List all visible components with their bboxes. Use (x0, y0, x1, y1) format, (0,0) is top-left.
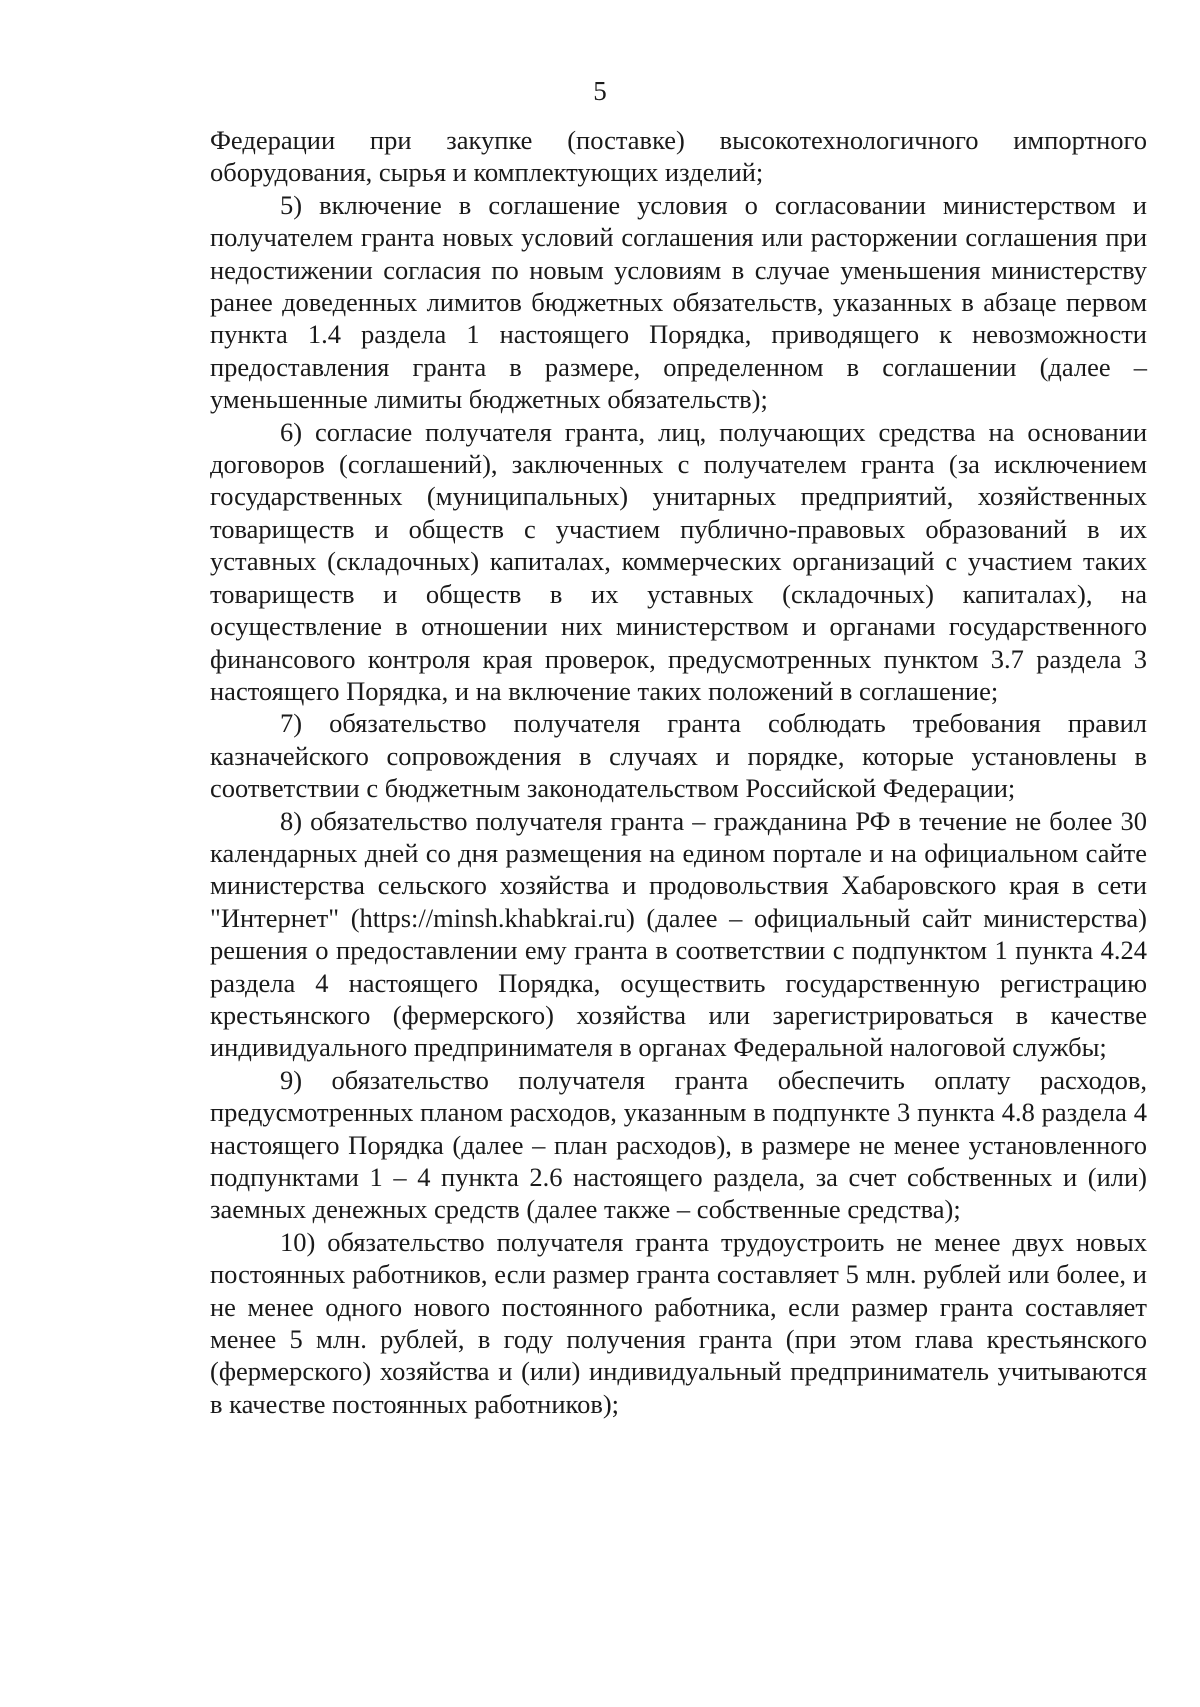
paragraph-item-6: 6) согласие получателя гранта, лиц, получающих средства на основании договоров (соглашений), заключенных с получателем гранта (за исключением государственных (муниципальных) унитарных предприятий, хозяйственных товариществ и обществ с участием публично-правовых образований в их уставных (складочных) капиталах, коммерческих организаций с участием таких товариществ и обществ в их уставных (складочных) капиталах), на осуществление в отношении них министерством и органами государственного финансового контроля края проверок, предусмотренных пунктом 3.7 раздела 3 настоящего Порядка, и на включение таких положений в соглашение; (210, 416, 1147, 706)
paragraph-continuation: Федерации при закупке (поставке) высокотехнологичного импортного оборудования, сырья и комплектующих изделий; (210, 125, 1147, 188)
paragraph-item-7: 7) обязательство получателя гранта соблюдать требования правил казначейского сопровождения в случаях и порядке, которые установлены в соответствии с бюджетным законодательством Российской Федерации; (210, 708, 1147, 804)
paragraph-item-10: 10) обязательство получателя гранта трудоустроить не менее двух новых постоянных работников, если размер гранта составляет 5 млн. рублей или более, и не менее одного нового постоянного работника, если размер гранта составляет менее 5 млн. рублей, в году получения гранта (при этом глава крестьянского (фермерского) хозяйства и (или) индивидуальный предприниматель учитываются в качестве постоянных работников); (210, 1226, 1147, 1419)
paragraph-item-9: 9) обязательство получателя гранта обеспечить оплату расходов, предусмотренных планом расходов, указанным в подпункте 3 пункта 4.8 раздела 4 настоящего Порядка (далее – план расходов), в размере не менее установленного подпунктами 1 – 4 пункта 2.6 настоящего раздела, за счет собственных и (или) заемных денежных средств (далее также – собственные средства); (210, 1064, 1147, 1225)
document-body (210, 124, 1147, 1420)
paragraph-item-8: 8) обязательство получателя гранта – гражданина РФ в течение не более 30 календарных дней со дня размещения на едином портале и на официальном сайте министерства сельского хозяйства и продовольствия Хабаровского края в сети "Интернет" (https://minsh.khabkrai.ru) (далее – официальный сайт министерства) решения о предоставлении ему гранта в соответствии с подпунктом 1 пункта 4.24 раздела 4 настоящего Порядка, осуществить государственную регистрацию крестьянского (фермерского) хозяйства или зарегистрироваться в качестве индивидуального предпринимателя в органах Федеральной налоговой службы; (210, 805, 1147, 1063)
paragraph-item-5: 5) включение в соглашение условия о согласовании министерством и получателем гранта новых условий соглашения или расторжении соглашения при недостижении согласия по новым условиям в случае уменьшения министерству ранее доведенных лимитов бюджетных обязательств, указанных в абзаце первом пункта 1.4 раздела 1 настоящего Порядка, приводящего к невозможности предоставления гранта в размере, определенном в соглашении (далее – уменьшенные лимиты бюджетных обязательств); (210, 189, 1147, 415)
page-number: 5 (593, 76, 607, 106)
